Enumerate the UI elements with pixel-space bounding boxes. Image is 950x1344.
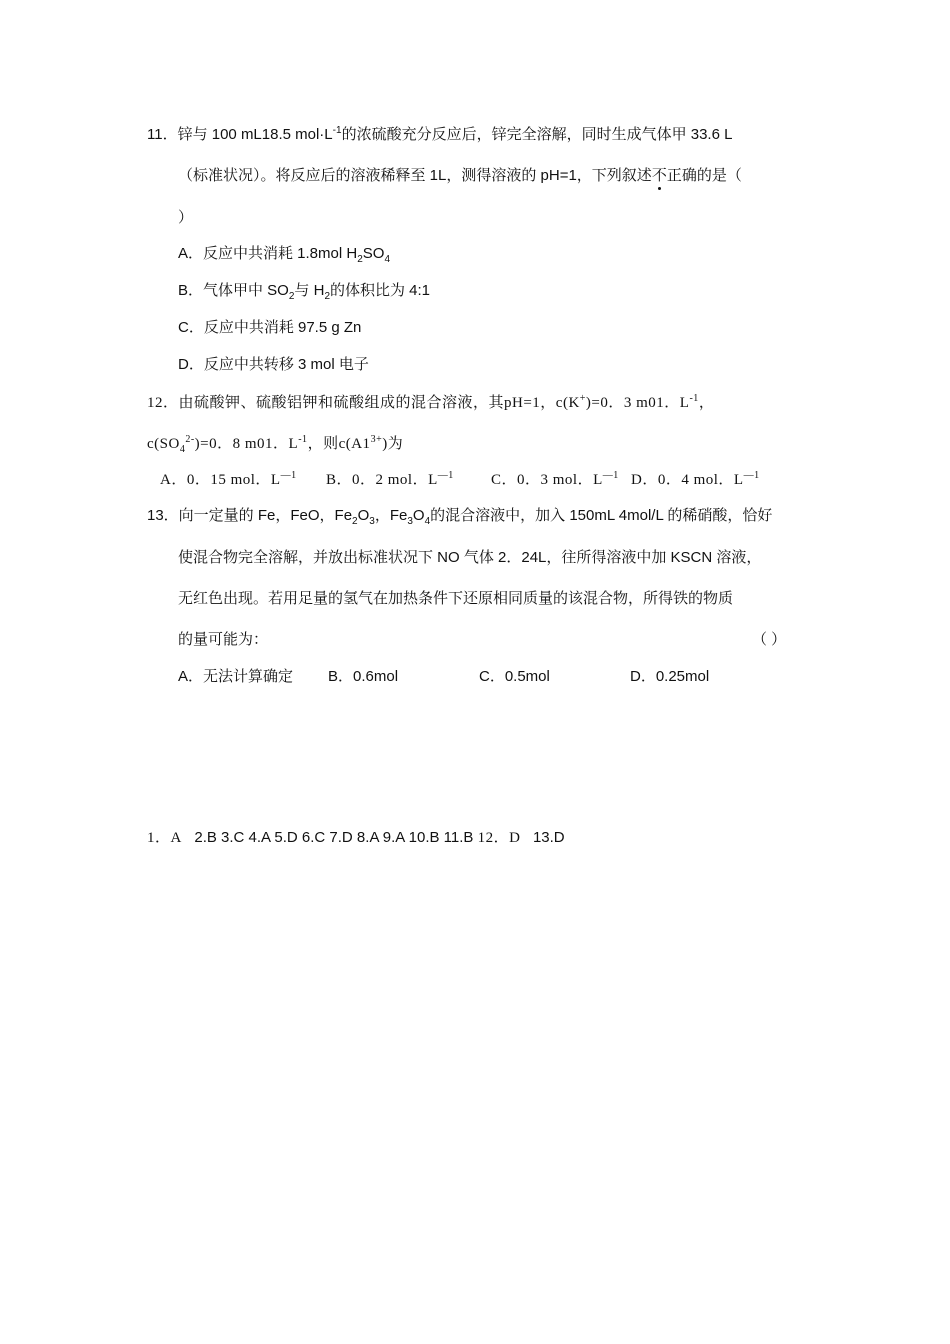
q13-line1: 13．向一定量的 Fe，FeO，$Fe_2O_3$，$Fe_3O_4$的混合溶液中，加入 150mL 4mol/L 的稀硝酸，恰好 — [147, 507, 773, 527]
q11-option-b: B．气体甲中 $SO_2$与 $H_2$的体积比为 4:1 — [178, 282, 431, 302]
q11-line3: ） — [178, 209, 194, 226]
q13-line2: 使混合物完全溶解，并放出标准状况下 NO 气体 2．24L，往所得溶液中加 KSCN 溶液， — [178, 549, 762, 566]
q11-option-c: C．反应中共消耗 97.5 g Zn — [178, 319, 362, 336]
q12-option-a: A．0．15 mol．$L^{—1}$ — [160, 470, 297, 488]
q13-option-a: A．无法计算确定 — [178, 668, 294, 685]
q12-line1: 12．由硫酸钾、硫酸铝钾和硫酸组成的混合溶液，其pH=1，c(K+)=0．3 m01．$L^{-1}$， — [147, 393, 715, 411]
q11-line1: 11．锌与 100 mL18.5 $mol\cdot L^{-1}$的浓硫酸充分反应后，锌完全溶解，同时生成气体甲 33.6 L — [147, 125, 733, 143]
q11-number: 11． — [147, 126, 178, 143]
answer-1: 1．A — [147, 830, 182, 846]
q11-option-d: D．反应中共转移 3 mol 电子 — [178, 356, 369, 373]
answer-12: 12．D — [477, 830, 521, 846]
q13-option-b: B．0.6mol — [328, 668, 399, 685]
q12-option-b: B．0．2 mol．$L^{—1}$ — [326, 470, 454, 488]
q13-line3: 无红色出现。若用足量的氢气在加热条件下还原相同质量的该混合物，所得铁的物质 — [178, 590, 734, 607]
q12-option-c: C．0．3 mol．$L^{—1}$ — [491, 470, 619, 488]
q11-line2: （标准状况）。将反应后的溶液稀释至 1L，测得溶液的 pH=1，下列叙述不正确的是（ — [178, 167, 742, 184]
q11-option-a: A．反应中共消耗 1.8mol $H_2SO_4$ — [178, 245, 391, 265]
q13-answer-bracket: （ ） — [752, 631, 787, 648]
q12-line2: $c(SO_4^{2-})=0$．8 m01．$L^{-1}$，则$c(A1^{3+})$为 — [147, 434, 404, 455]
answer-key — [147, 828, 565, 848]
q13-option-d: D．0.25mol — [630, 668, 710, 685]
answers-2-to-11: 2.B 3.C 4.A 5.D 6.C 7.D 8.A 9.A 10.B 11.B — [194, 829, 474, 846]
q13-line4: 的量可能为： — [178, 631, 269, 648]
q13-option-c: C．0.5mol — [479, 668, 550, 685]
answer-13: 13.D — [532, 829, 565, 846]
q12-option-d: D．0．4 mol．$L^{—1}$ — [631, 470, 760, 488]
emphasis-mark: 不 — [651, 167, 667, 184]
